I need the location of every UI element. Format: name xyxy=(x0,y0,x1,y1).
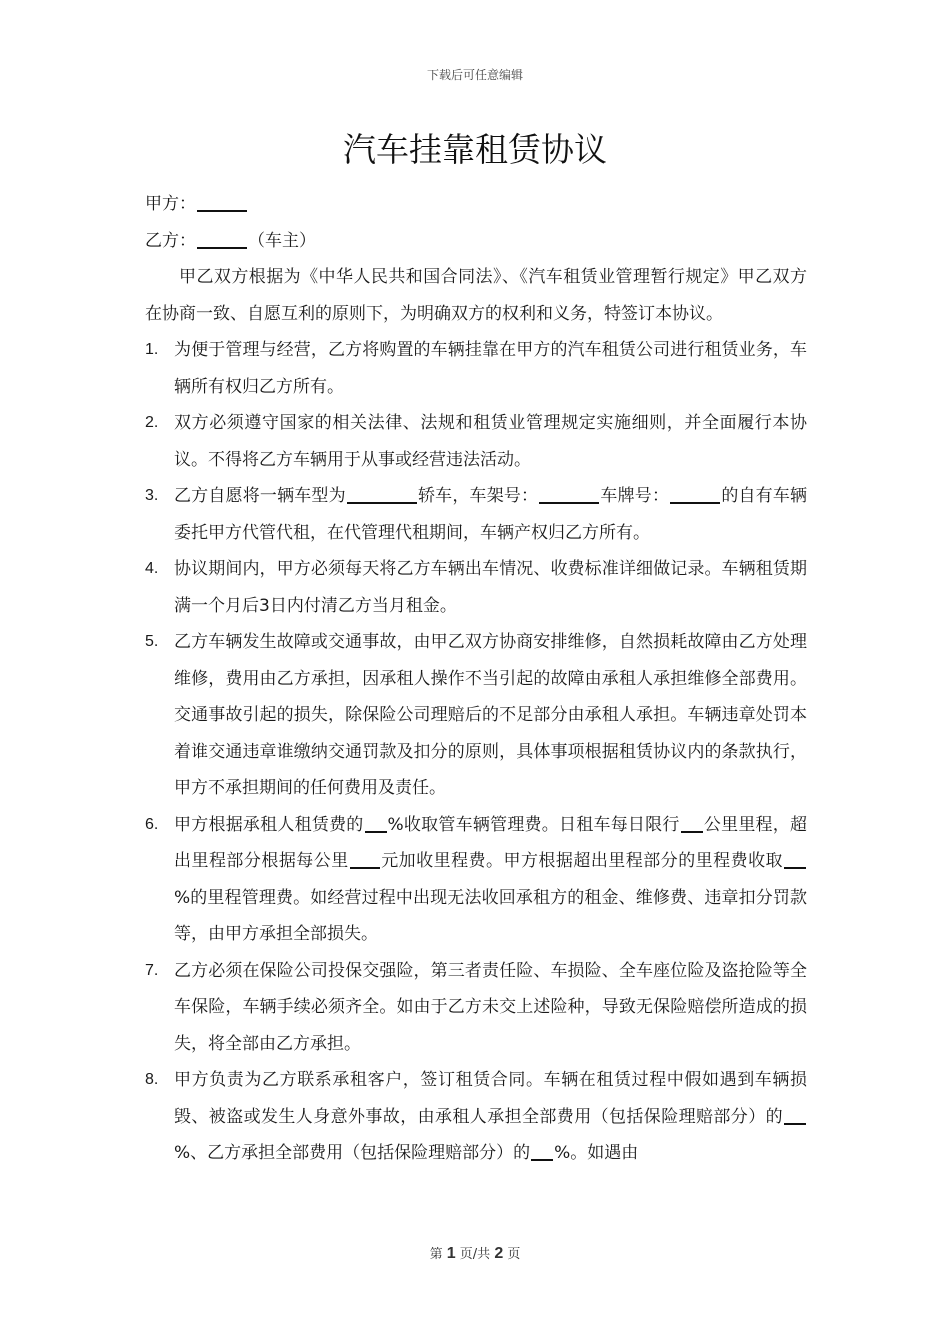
page-header-note: 下载后可任意编辑 xyxy=(426,68,523,82)
clause-3: 3. 乙方自愿将一辆车型为 轿车，车架号： 车牌号： 的自有车辆委托甲方代管代租，在代管理代租期间，车辆产权归乙方所有。 xyxy=(145,478,807,551)
page-footer: 第 1 页/共 2 页 xyxy=(429,1245,521,1262)
clause-text: 乙方必须在保险公司投保交强险，第三者责任险、车损险、全车座位险及盗抢险等全车保险，车辆手续必须齐全。如由于乙方未交上述险种，导致无保险赔偿所造成的损失，将全部由乙方承担。 xyxy=(174,960,807,1054)
clause-2: 2. 双方必须遵守国家的相关法律、法规和租赁业管理规定实施细则，并全面履行本协议。不得将乙方车辆用于从事或经营违法活动。 xyxy=(145,413,807,470)
intro-paragraph: 甲乙双方根据为《中华人民共和国合同法》、《汽车租赁业管理暂行规定》甲乙双方在协商一致、自愿互利的原则下，为明确双方的权利和义务，特签订本协议。 xyxy=(145,267,807,324)
current-page-number: 1 xyxy=(446,1245,456,1262)
party-a-line xyxy=(145,186,807,223)
clause-text: 为便于管理与经营，乙方将购置的车辆挂靠在甲方的汽车租赁公司进行租赁业务，车辆所有权归乙方所有。 xyxy=(174,340,807,397)
lessee-share-percent-blank[interactable] xyxy=(784,1103,806,1125)
clause-5: 5. 乙方车辆发生故障或交通事故，由甲乙双方协商安排维修，自然损耗故障由乙方处理维修，费用由乙方承担，因承租人操作不当引起的故障由承租人承担维修全部费用。交通事故引起的损失，除保险公司理赔后的不足部分由承租人承担。车辆违章处罚本着谁交通违章谁缴纳交通罚款及扣分的原则，具体事项根据租赁协议内的条款执行，甲方不承担期间的任何费用及责任。 xyxy=(145,632,807,798)
per-km-fee-blank[interactable] xyxy=(350,847,380,869)
total-page-count: 2 xyxy=(494,1245,504,1262)
party-a-label: 甲方： xyxy=(145,194,196,214)
management-fee-percent-blank[interactable] xyxy=(365,811,387,833)
party-b-line xyxy=(145,223,807,260)
clause-6: 6. 甲方根据承租人租赁费的 %收取管车辆管理费。日租车每日限行 公里里程，超出里程部分根据每公里 元加收里程费。甲方根据超出里程部分的里程费收取%的里程管理费。如经营过程中出现无法收回承租方的租金、维修费、违章扣分罚款等，由甲方承担全部损失。 xyxy=(145,807,807,953)
clause-8: 8. 甲方负责为乙方联系承租客户，签订租赁合同。车辆在租赁过程中假如遇到车辆损毁、被盗或发生人身意外事故，由承租人承担全部费用（包括保险理赔部分）的%、乙方承担全部费用（包括保险理赔部分）的 %。如遇由 xyxy=(145,1070,807,1163)
document-title: 汽车挂靠租赁协议 xyxy=(343,130,607,169)
plate-number-blank[interactable] xyxy=(670,482,720,504)
clause-text: 乙方车辆发生故障或交通事故，由甲乙双方协商安排维修，自然损耗故障由乙方处理维修，费用由乙方承担，因承租人操作不当引起的故障由承租人承担维修全部费用。交通事故引起的损失，除保险公司理赔后的不足部分由承租人承担。车辆违章处罚本着谁交通违章谁缴纳交通罚款及扣分的原则，具体事项根据租赁协议内的条款执行，甲方不承担期间的任何费用及责任。 xyxy=(174,632,807,798)
clause-1: 1. 为便于管理与经营，乙方将购置的车辆挂靠在甲方的汽车租赁公司进行租赁业务，车辆所有权归乙方所有。 xyxy=(145,340,807,397)
owner-share-percent-blank[interactable] xyxy=(531,1139,553,1161)
car-model-blank[interactable] xyxy=(347,482,417,504)
clause-list xyxy=(145,332,807,1172)
party-b-blank[interactable] xyxy=(197,227,247,249)
clause-7: 7. 乙方必须在保险公司投保交强险，第三者责任险、车损险、全车座位险及盗抢险等全车保险，车辆手续必须齐全。如由于乙方未交上述险种，导致无保险赔偿所造成的损失，将全部由乙方承担。 xyxy=(145,960,807,1054)
daily-km-limit-blank[interactable] xyxy=(681,811,703,833)
party-b-note: （车主） xyxy=(248,230,316,251)
clause-text: 协议期间内，甲方必须每天将乙方车辆出车情况、收费标准详细做记录。车辆租赁期满一个月后3日内付清乙方当月租金。 xyxy=(174,559,807,616)
clause-4: 4. 协议期间内，甲方必须每天将乙方车辆出车情况、收费标准详细做记录。车辆租赁期满一个月后3日内付清乙方当月租金。 xyxy=(145,559,807,616)
clause-text: 双方必须遵守国家的相关法律、法规和租赁业管理规定实施细则，并全面履行本协议。不得将乙方车辆用于从事或经营违法活动。 xyxy=(174,413,807,470)
party-b-label: 乙方： xyxy=(145,230,196,251)
document-body xyxy=(145,186,807,1172)
party-a-blank[interactable] xyxy=(197,190,247,212)
mileage-fee-percent-blank[interactable] xyxy=(784,847,806,869)
vin-blank[interactable] xyxy=(539,482,599,504)
